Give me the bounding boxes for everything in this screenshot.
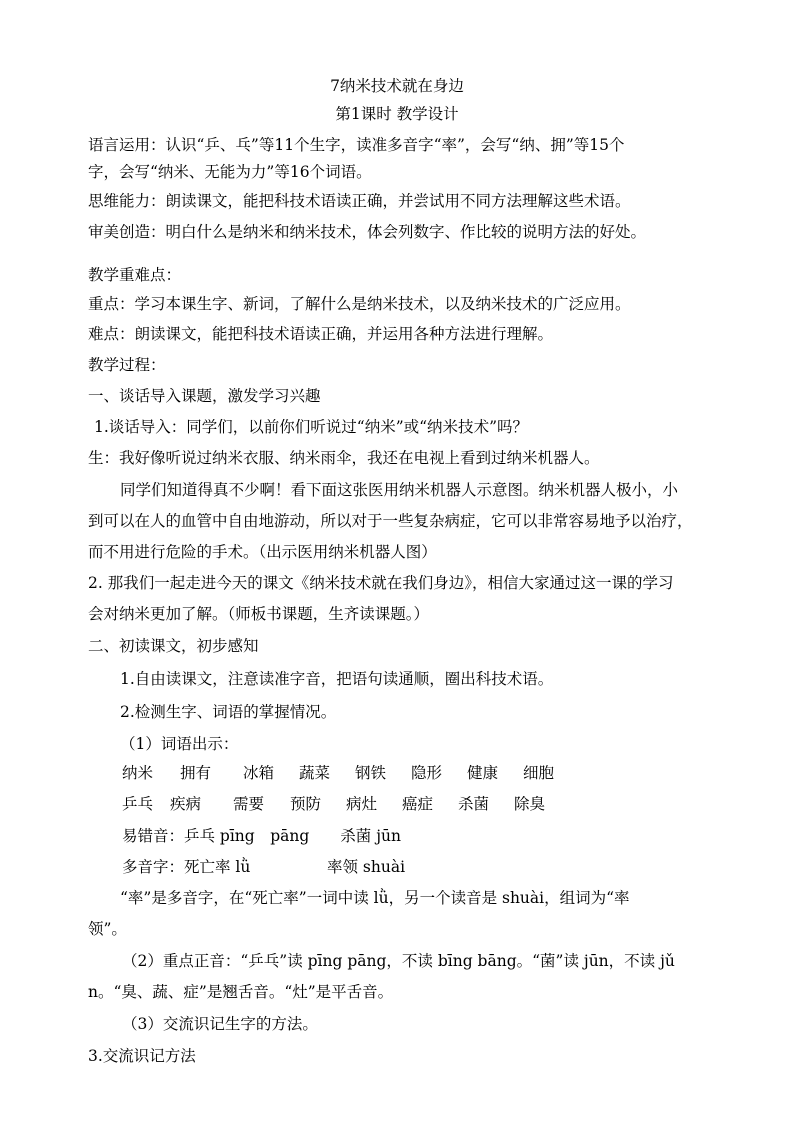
vocab-word: 疾病	[170, 795, 202, 813]
polyphone-note-line2: 领”。	[88, 920, 127, 938]
section1-item1: 1.谈话导入：同学们，以前你们听说过“纳米”或“纳米技术”吗？	[94, 418, 528, 436]
section1-paragraph-line2: 到可以在人的血管中自由地游动，所以对于一些复杂病症，它可以非常容易地予以治疗，	[88, 512, 693, 530]
section2-title: 二、初读课文，初步感知	[88, 637, 259, 655]
vocab-word: 病灶	[346, 795, 378, 813]
vocab-word: 预防	[290, 795, 322, 813]
section2-sub2-line1: （2）重点正音：“乒乓”读 pīng pāng，不读 bīng bāng。“菌”读 jūn，不读 jǔ	[122, 952, 675, 970]
section2-sub2-line2: n。“臭、蔬、症”是翘舌音。“灶”是平舌音。	[88, 983, 394, 1001]
section2-item1: 1.自由读课文，注意读准字音，把语句读通顺，圈出科技术语。	[120, 670, 554, 688]
error-prone-pronunciation: 易错音：乒乓 pīng pāng 杀菌 jūn	[122, 827, 401, 845]
section2-sub3: （3）交流识记生字的方法。	[122, 1015, 318, 1033]
document-title: 7纳米技术就在身边	[330, 77, 464, 95]
key-points-heading: 教学重难点：	[88, 266, 182, 284]
key-point-focus: 重点：学习本课生字、新词，了解什么是纳米技术，以及纳米技术的广泛应用。	[88, 295, 631, 313]
section1-paragraph-line1: 同学们知道得真不少啊！看下面这张医用纳米机器人示意图。纳米机器人极小，小	[120, 481, 679, 499]
vocab-word: 细胞	[523, 764, 555, 782]
objective-thinking: 思维能力：朗读课文，能把科技术语读正确，并尝试用不同方法理解这些术语。	[88, 192, 631, 210]
key-point-difficulty: 难点：朗读课文，能把科技术语读正确，并运用各种方法进行理解。	[88, 325, 554, 343]
vocab-word: 癌症	[402, 795, 434, 813]
section1-title: 一、谈话导入课题，激发学习兴趣	[88, 387, 321, 405]
document-subtitle: 第1课时 教学设计	[335, 105, 459, 123]
vocab-word: 拥有	[180, 764, 212, 782]
vocab-word: 除臭	[514, 795, 546, 813]
vocab-word: 杀菌	[458, 795, 490, 813]
objective-language-line1: 语言运用：认识“乒、乓”等11个生字，读准多音字“率”，会写“纳、拥”等15个	[88, 136, 625, 154]
vocab-word: 纳米	[122, 764, 154, 782]
vocab-word: 需要	[233, 795, 265, 813]
section1-item2-line1: 2. 那我们一起走进今天的课文《纳米技术就在我们身边》，相信大家通过这一课的学习	[88, 574, 674, 592]
vocab-word: 钢铁	[355, 764, 387, 782]
vocab-word: 蔬菜	[299, 764, 331, 782]
section3-title: 3.交流识记方法	[88, 1047, 196, 1065]
process-heading: 教学过程：	[88, 356, 166, 374]
section1-item2-line2: 会对纳米更加了解。（师板书课题，生齐读课题。）	[88, 605, 430, 623]
section2-item2: 2.检测生字、词语的掌握情况。	[120, 703, 337, 721]
vocab-word: 乒乓	[122, 795, 154, 813]
vocab-word: 健康	[467, 764, 499, 782]
objective-language-line2: 字，会写“纳米、无能为力”等16个词语。	[88, 163, 372, 181]
section2-sub1: （1）词语出示：	[120, 735, 239, 753]
section1-student-reply: 生：我好像听说过纳米衣服、纳米雨伞，我还在电视上看到过纳米机器人。	[88, 449, 600, 467]
section1-paragraph-line3: 而不用进行危险的手术。（出示医用纳米机器人图）	[88, 543, 437, 561]
objective-aesthetic: 审美创造：明白什么是纳米和纳米技术，体会列数字、作比较的说明方法的好处。	[88, 223, 647, 241]
vocab-word: 冰箱	[243, 764, 275, 782]
polyphone-lead: 率领 shuài	[327, 858, 406, 876]
polyphone-note-line1: “率”是多音字，在“死亡率”一词中读 lǜ，另一个读音是 shuài，组词为“率	[120, 889, 630, 907]
vocab-word: 隐形	[411, 764, 443, 782]
polyphone-death-rate: 多音字：死亡率 lǜ	[122, 858, 251, 876]
